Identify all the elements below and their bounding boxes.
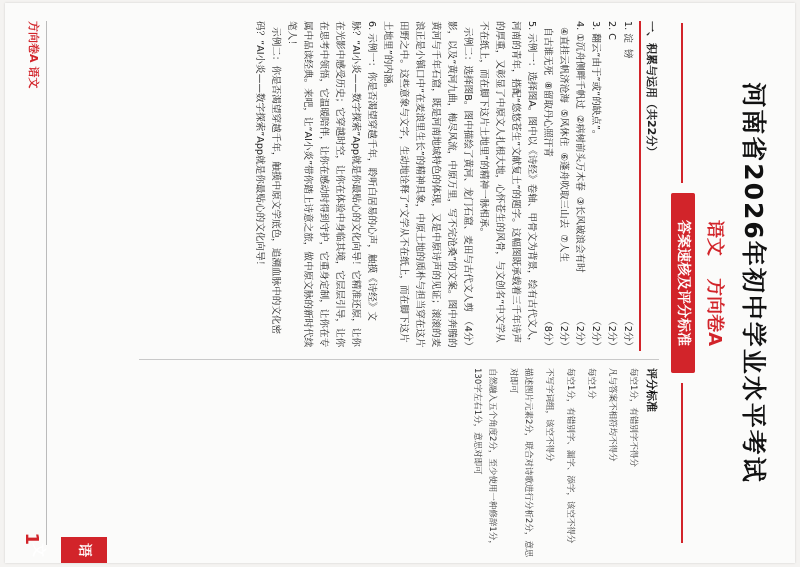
answer-text: 5. 示例一：选择图A。图中以《诗经》卷轴、甲骨文为背景，绘有古代文人，河南的青年，搭配“悠悠苍生”文献复土”的题字。这幅图既承载着三千年诗声的厚重，又彰显了中原文人扎根大地，心怀苍生的风骨，与文创名“中文学从不在纸上，而在脚下这片土地里”的精神一脉相承。: [478, 21, 537, 347]
answer-text: 3. 翻云“由于”或“的缺点”。: [590, 21, 601, 140]
answer-item-2: [603, 21, 619, 351]
answer-key-banner: 答案速核及评分标准: [671, 193, 695, 373]
page-number: 1: [21, 532, 42, 545]
footer-label: 方向卷A 语文: [27, 21, 40, 89]
section-heading: 一、积累与运用（共22分）: [639, 21, 659, 351]
answer-text: 6. 示例一：你是否渴望穿越千年，聆听白居易的心声，触摸《诗经》文脉？“AI小炎——数字探索”App就是你最贴心的文化向导！它精准还原，让你在光影中感受历史；它穿越时空，让你在体验中身临其境，它层层引导，让你在思考中领悟，它温暖陪伴，让你在感动时得到守护，它重身定制，让你在专属中品读经典。来吧，让“AI小炎”带你踏上诗意之旅，做中原文脉的新时代续笔人！: [286, 21, 377, 348]
banner-row: [667, 3, 697, 563]
rubric-item: 自然融入五个角度2分，至少使用一种修辞1分，130字左右1分，意思对即可: [472, 368, 497, 549]
answer-text: 1. 淀 镑: [622, 21, 633, 59]
points: （2分）: [558, 316, 569, 351]
answer-text: 自古谁无死 ⑧留取丹心照汗青: [542, 21, 553, 157]
answer-text: 示例二：你是否渴望穿越千年，触摸中原文学底色，追溯血脉中的文化密码？“AI小炎——数字探索”App就是你最贴心的文化向导！: [254, 21, 281, 335]
rubric-item: 每空1分，有错别字不得分: [628, 368, 638, 467]
answer-item-3: [587, 21, 603, 351]
answer-item-5b: [379, 21, 475, 351]
answer-item-5a: [475, 21, 539, 351]
points: （4分）: [462, 316, 473, 351]
page-sheet: [5, 3, 795, 563]
points: （2分）: [622, 316, 633, 351]
rubric-item: 每空1分，有错别字、漏字、添字，该空不得分: [565, 368, 575, 544]
subject-label: 语文: [704, 219, 725, 256]
rubric-item: 不写字词组，该空不得分: [544, 368, 554, 462]
answer-item-4c: [539, 21, 555, 351]
answer-item-6b: [251, 21, 283, 351]
subject-side-tab: 语文: [61, 537, 107, 563]
answer-text: 2. C: [606, 21, 617, 40]
banner-line-right: [681, 383, 683, 543]
subtitle: [703, 3, 729, 563]
track-label: 方向卷A: [704, 278, 725, 347]
points: （2分）: [590, 316, 601, 351]
answer-item-6a: [283, 21, 379, 351]
rubric-item: 描述图片元素2分，联合对诗歌进行分析2分，意思对即可: [508, 368, 533, 558]
page-title: 河南省2026年初中学业水平考试: [739, 82, 768, 484]
points: （8分）: [542, 316, 553, 351]
answers-column: [251, 21, 659, 351]
answer-item-4a: [571, 21, 587, 351]
rubric-heading: 评分标准: [645, 368, 658, 412]
banner-line-left: [681, 23, 683, 183]
answer-item-1: [619, 21, 635, 351]
points: （2分）: [606, 316, 617, 351]
rubric-item: 凡与答案不相符均不得分: [607, 368, 617, 462]
page-footer: [21, 21, 47, 545]
answer-text: ④直挂云帆济沧海 ⑤风休住 ⑥蓬舟吹取三山去 ⑦人生: [558, 21, 569, 263]
rubric-column: [139, 359, 659, 558]
answer-text: 示例二：选择图B。图中描绘了黄河、龙门石窟、麦田与古代文人剪影，以及“黄河九曲，梅尽风流，中原万里，写不完沧桑”的文案。图中奔腾的黄河与千年石窟，既是河南地域特色的体现，又是中原诗声的见证；滚滚的麦浪正是小镇口中“在麦浪里生长”的精神具象，中原土地的质朴与担当穿在这片田野之中。这些意象与文字，生动地诠释了“文学从不在纸上，而在脚下这片土地里”的内涵。: [382, 21, 473, 348]
rubric-item: 每空1分: [586, 368, 596, 399]
answer-item-4b: [555, 21, 571, 351]
points: （2分）: [574, 316, 585, 351]
answer-text: 4. ①沉舟侧畔千帆过 ②病树前头万木春 ③长风破浪会有时: [574, 21, 585, 273]
